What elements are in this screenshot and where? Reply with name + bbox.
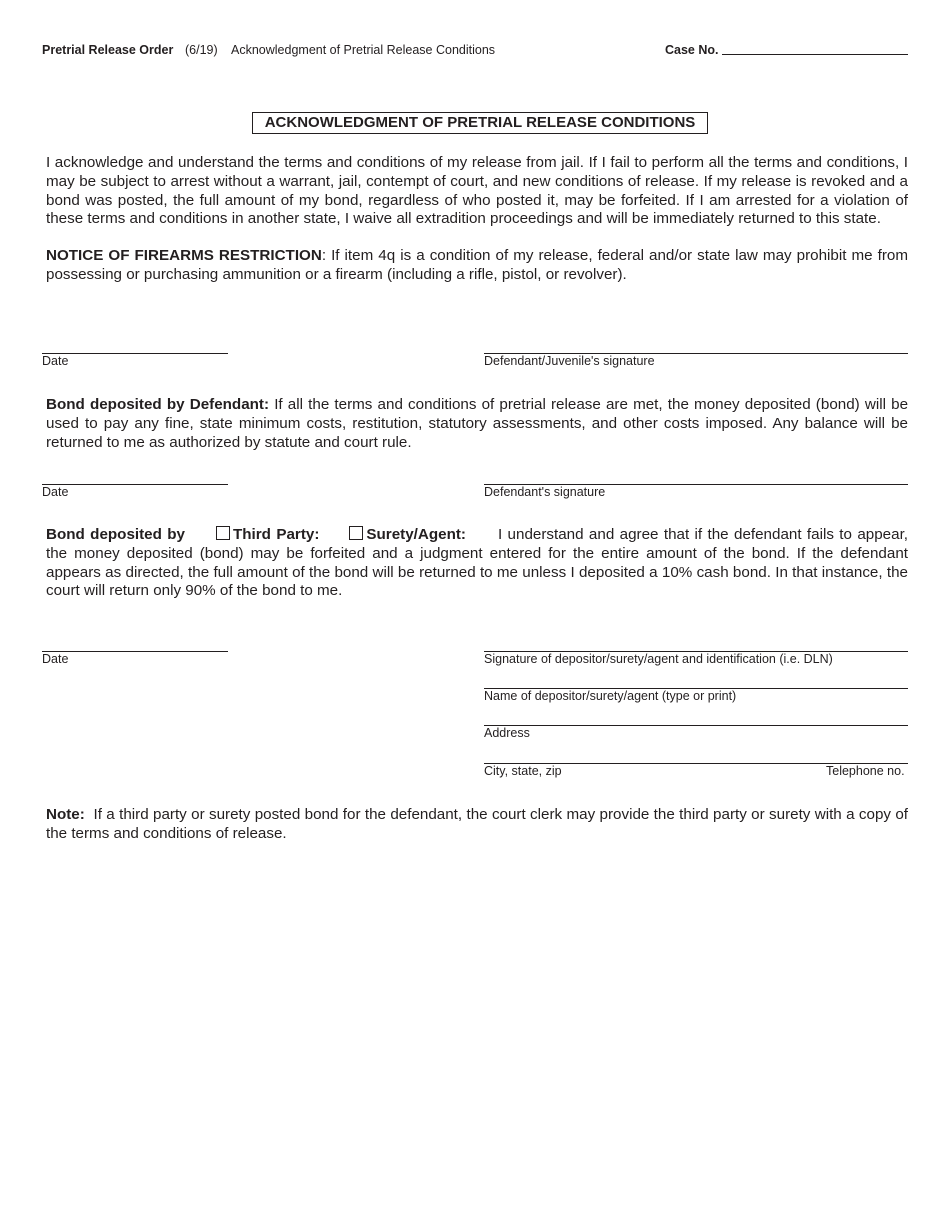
bond-defendant-heading: Bond deposited by Defendant: [46,396,270,413]
page-title: ACKNOWLEDGMENT OF PRETRIAL RELEASE CONDITIONS [252,112,708,134]
intro-paragraph: I acknowledge and understand the terms and conditions of my release from jail. If I fail to perform all the terms and conditions, I may be subject to arrest without a warrant, jail, contempt of court, and new conditions of release. If my release is revoked and a bond was posted, the full amount of my bond, regardless of who posted it, may be forfeited. If I am arrested for a violation of these terms and conditions in another state, I waive all extradition proceedings and will be immediately returned to this state. [46,154,908,228]
form-name: Pretrial Release Order [42,43,174,57]
defendant-juvenile-signature-label: Defendant/Juvenile's signature [484,354,655,368]
bond-defendant-text: If all the terms and conditions of pretrial release are met, the money deposited (bond) will be used to pay any fine, state minimum costs, restitution, statutory assessments, and other costs imposed. Any balance will be returned to me as authorized by statute and court rule. [46,396,909,451]
bond-third-party-text: I understand and agree that if the defendant fails to appear, the money deposited (bond) may be forfeited and a judgment entered for the entire amount of the bond. If the defendant appears as directed, the full amount of the bond will be returned to me unless I deposited a 10% cash bond. In that instance, the court will return only 90% of the bond to me. [46,526,909,600]
telephone-label: Telephone no. [826,764,905,778]
defendant-signature-label: Defendant's signature [484,485,606,499]
surety-agent-label: Surety/Agent: [366,526,466,543]
third-party-label: Third Party: [233,526,320,543]
bond-defendant-paragraph [46,396,908,452]
form-subtitle: Acknowledgment of Pretrial Release Conditions [231,43,496,57]
note-heading: Note: [46,806,85,823]
bond-third-party-heading: Bond deposited by [46,526,185,543]
address-field[interactable] [484,725,908,726]
address-label: Address [484,726,530,740]
date-field-2[interactable] [42,484,228,485]
case-number-field[interactable] [722,54,908,55]
note-text: If a third party or surety posted bond for the defendant, the court clerk may provide the third party or surety with a copy of the terms and conditions of release. [46,806,913,842]
bond-third-party-paragraph [46,526,908,601]
firearms-notice-heading: NOTICE OF FIREARMS RESTRICTION [46,247,322,264]
date-label-2: Date [42,485,69,499]
city-state-zip-label: City, state, zip [484,764,562,778]
date-field-3[interactable] [42,651,228,652]
depositor-signature-label: Signature of depositor/surety/agent and identification (i.e. DLN) [484,652,833,666]
firearms-notice-text: : If item 4q is a condition of my release, federal and/or state law may prohibit me from possessing or purchasing ammunition or a firearm (including a rifle, pistol, or revolver). [46,247,909,283]
note-paragraph [46,806,913,844]
date-label-3: Date [42,652,69,666]
date-field-1[interactable] [42,353,228,354]
case-number-label: Case No. [665,43,719,57]
form-date: (6/19) [185,43,218,57]
firearms-notice [46,247,908,285]
surety-agent-checkbox[interactable] [349,526,363,540]
third-party-checkbox[interactable] [216,526,230,540]
date-label-1: Date [42,354,69,368]
depositor-name-label: Name of depositor/surety/agent (type or print) [484,689,737,703]
